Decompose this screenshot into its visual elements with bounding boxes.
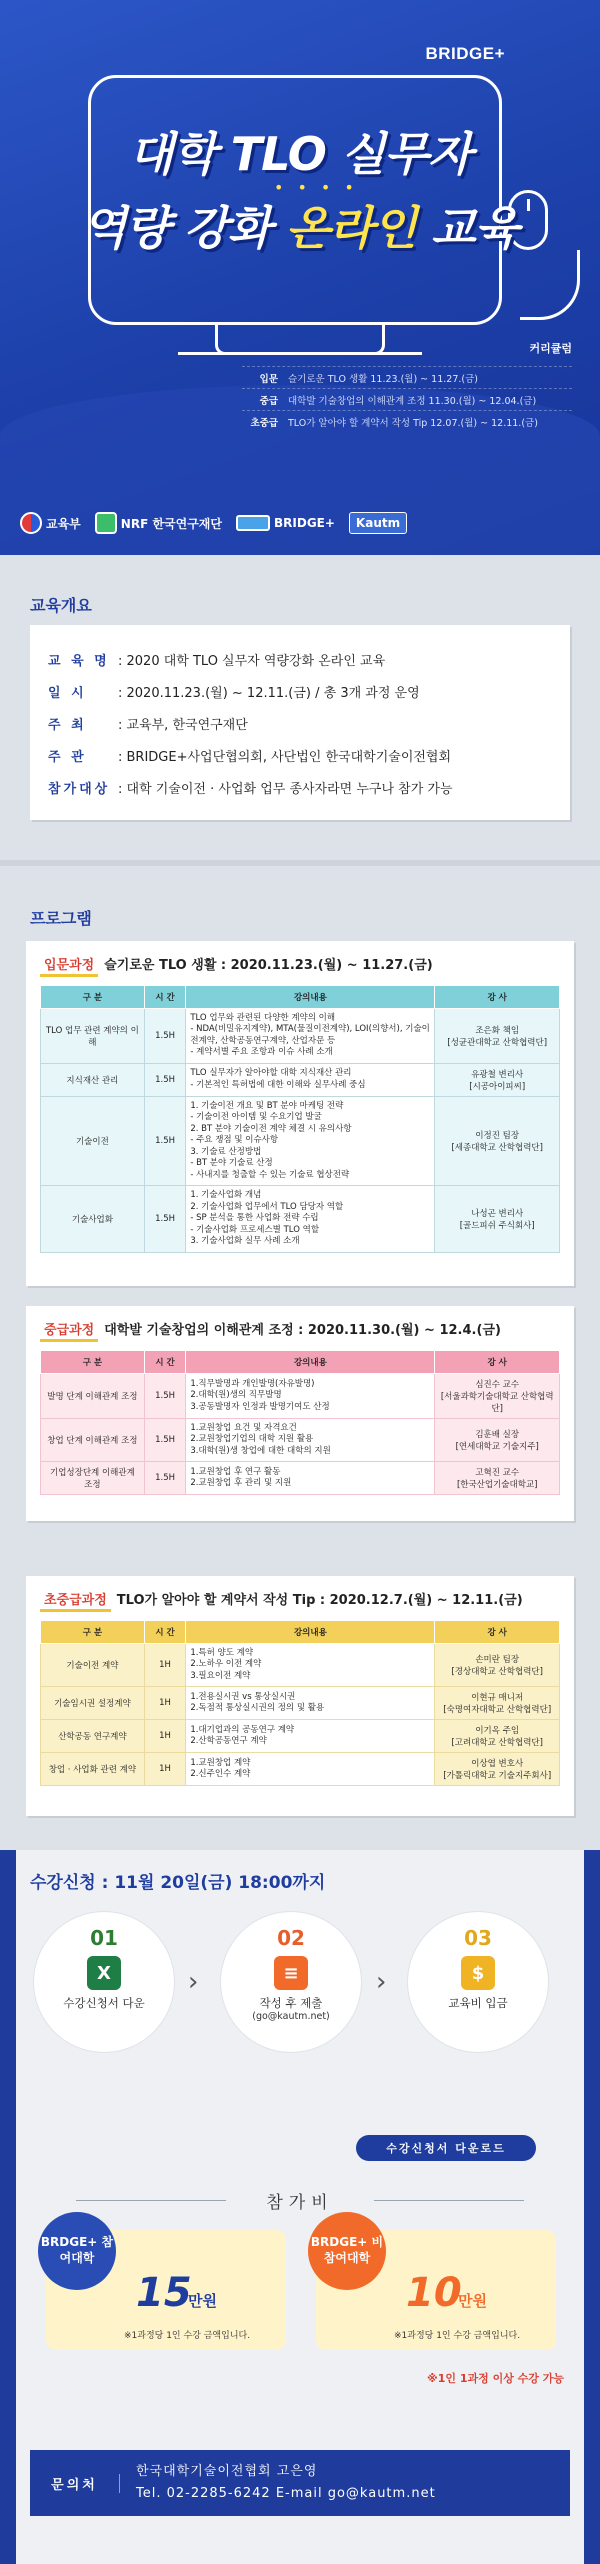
cell-category: 창업 · 사업화 관련 계약 (41, 1753, 145, 1786)
course-title (40, 1318, 560, 1342)
overview-box (30, 625, 570, 820)
content-line: 2.산학공동연구 계약 (190, 1736, 267, 1747)
step-download (34, 1912, 174, 2052)
cell-content (186, 1462, 435, 1495)
course-title (40, 1588, 560, 1612)
step-submit (221, 1912, 361, 2052)
document-icon: ≡ (274, 1956, 308, 1990)
cell-lecturer (435, 1644, 560, 1687)
lecturer-org: [연세대학교 기술지주] (455, 1442, 539, 1453)
col-header: 강의내용 (186, 986, 435, 1009)
moe-logo (20, 512, 81, 534)
chevron-right-icon: › (188, 1967, 199, 1997)
overview-key: 주 최 (48, 717, 87, 733)
overview-key: 참가대상 (48, 781, 111, 797)
cell-lecturer (435, 1063, 560, 1096)
logo-text: NRF 한국연구재단 (120, 516, 222, 531)
course-intro-box (26, 941, 574, 1286)
cell-lecturer (435, 1720, 560, 1753)
curriculum-text: TLO가 알아야 할 계약서 작성 Tip 12.07.(월) ~ 12.11.(금) (288, 417, 538, 429)
cell-time: 1.5H (144, 1009, 186, 1064)
content-line: 2.교원창업기업의 대학 지원 활용 (190, 1434, 314, 1445)
course-tag: 중급과정 (40, 1318, 98, 1342)
content-line: 3. 기술사업화 실무 사례 소개 (190, 1236, 300, 1247)
fee-amount: 10 (406, 2270, 462, 2316)
cell-category: 발명 단계 이해관계 조정 (41, 1374, 145, 1419)
course-table (40, 1350, 560, 1495)
lecturer-org: [숙명여자대학교 산학협력단] (443, 1705, 552, 1716)
course-period: 슬기로운 TLO 생활 : 2020.11.23.(월) ~ 11.27.(금) (104, 958, 433, 973)
content-line: 2.독점적 통상실시권의 정의 및 활용 (190, 1703, 325, 1714)
overview-row (48, 707, 552, 739)
content-line: 1.대기업과의 공동연구 계약 (190, 1724, 295, 1735)
table-row (41, 1644, 560, 1687)
content-line: 2. BT 분야 기술이전 계약 체결 시 유의사항 (190, 1123, 352, 1134)
bridge-emblem-icon (236, 515, 270, 531)
signup-panel (16, 1850, 584, 2564)
cell-category: 기업성장단계 이해관계 조정 (41, 1462, 145, 1495)
signup-steps (16, 1912, 584, 2052)
table-row (41, 1063, 560, 1096)
curriculum-level: 중급 (259, 395, 278, 407)
course-mid-box (26, 1306, 574, 1521)
cell-content (186, 1687, 435, 1720)
col-header: 시 간 (144, 1621, 186, 1644)
lecturer-name: 이기옥 주임 (475, 1726, 520, 1737)
cell-content (186, 1374, 435, 1419)
cell-lecturer (435, 1753, 560, 1786)
cell-category: 기술임시권 설정계약 (41, 1687, 145, 1720)
curriculum-heading: 커리큘럼 (529, 342, 572, 355)
cell-category: 산학공동 연구계약 (41, 1720, 145, 1753)
signup-deadline: 수강신청 : 11월 20일(금) 18:00까지 (30, 1873, 326, 1893)
content-line: 1.전용실시권 vs 통상실시권 (190, 1691, 296, 1702)
signup-section (0, 1850, 600, 2564)
overview-key: 일 시 (48, 685, 87, 701)
table-row (41, 1720, 560, 1753)
overview-key: 교 육 명 (48, 653, 110, 669)
table-row (41, 1753, 560, 1786)
course-period: 대학발 기술창업의 이해관계 조정 : 2020.11.30.(월) ~ 12.4.(금) (104, 1323, 501, 1338)
lecturer-org: [경상대학교 산학협력단] (451, 1667, 543, 1678)
cell-time: 1.5H (144, 1374, 186, 1419)
col-header: 구 분 (41, 1351, 145, 1374)
content-line: 3.대학(원)생 창업에 대한 대학의 지원 (190, 1445, 331, 1456)
nrf-emblem-icon (95, 512, 117, 534)
contact-info (120, 2461, 436, 2505)
col-header: 강의내용 (186, 1351, 435, 1374)
cell-time: 1H (144, 1644, 186, 1687)
curriculum-row (242, 366, 572, 388)
col-header: 강 사 (435, 1621, 560, 1644)
lecturer-org: [골드피쉬 주식회사] (459, 1220, 535, 1231)
lecturer-org: [세종대학교 산학협력단] (451, 1143, 543, 1154)
lecturer-name: 김훈배 실장 (475, 1430, 520, 1441)
hero-banner (0, 0, 600, 555)
content-line: TLO 업무와 관련된 다양한 계약의 이해 (190, 1013, 336, 1023)
lecturer-name: 이상엽 변호사 (471, 1759, 524, 1770)
cell-category: 기술사업화 (41, 1186, 145, 1252)
lecturer-name: 조은화 책임 (475, 1025, 520, 1036)
step-email: (go@kautm.net) (252, 2010, 330, 2022)
step-label: 작성 후 제출 (259, 1996, 323, 2010)
cell-lecturer (435, 1687, 560, 1720)
content-line: 1.교원창업 후 연구 활동 (190, 1466, 281, 1477)
content-line: - 사내지를 청출할 수 있는 기술료 협상전략 (190, 1169, 350, 1180)
table-row (41, 1419, 560, 1462)
overview-value: : 2020.11.23.(월) ~ 12.11.(금) / 총 3개 과정 운영 (118, 685, 420, 701)
fee-unit: 만원 (458, 2292, 487, 2310)
lecturer-name: 이정진 팀장 (475, 1131, 520, 1142)
chevron-right-icon: › (376, 1967, 387, 1997)
curriculum-text: 슬기로운 TLO 생활 11.23.(월) ~ 11.27.(금) (288, 373, 478, 385)
curriculum-level: 초중급 (250, 417, 278, 429)
content-line: 1.교원창업 요건 및 자격요건 (190, 1423, 297, 1433)
cell-lecturer (435, 1186, 560, 1252)
cell-lecturer (435, 1009, 560, 1064)
content-line: 1. 기술사업화 개념 (190, 1190, 262, 1201)
lecturer-org: [한국산업기술대학교] (456, 1480, 538, 1491)
divider (374, 2200, 524, 2201)
cell-lecturer (435, 1096, 560, 1185)
content-line: 2.노하우 이전 계약 (190, 1659, 262, 1670)
cell-time: 1.5H (144, 1063, 186, 1096)
content-line: - 기술이전 아이템 및 수요기업 발굴 (190, 1112, 322, 1123)
cell-category: 창업 단계 이해관계 조정 (41, 1419, 145, 1462)
cell-time: 1.5H (144, 1419, 186, 1462)
lecturer-name: 나성곤 변리사 (471, 1208, 524, 1219)
fee-ticket-nonparticipant (310, 2230, 556, 2350)
step-number: 03 (464, 1926, 492, 1950)
course-title (40, 953, 560, 977)
lecturer-name: 이현규 매니저 (471, 1693, 524, 1704)
fee-badge: BRDGE+ 참여대학 (38, 2212, 116, 2290)
cell-category: 지식재산 관리 (41, 1063, 145, 1096)
cell-category: 기술이전 (41, 1096, 145, 1185)
lecturer-org: [성균관대학교 산학협력단] (447, 1037, 548, 1048)
brand-label: BRIDGE+ (425, 44, 505, 63)
overview-key: 주 관 (48, 749, 87, 765)
overview-value: : 대학 기술이전 · 사업화 업무 종사자라면 누구나 참가 가능 (118, 781, 453, 797)
content-line: - NDA(비밀유지계약), MTA(물질이전계약), LOI(의향서), 기술이전계약, 산학공동연구계약, 산업자문 등 (190, 1024, 430, 1046)
cell-time: 1.5H (144, 1186, 186, 1252)
course-tag: 입문과정 (40, 953, 98, 977)
fee-condition: ※1인 1과정 이상 수강 가능 (427, 2372, 564, 2385)
cell-time: 1H (144, 1720, 186, 1753)
curriculum-row (242, 410, 572, 432)
content-line: 2.대학(원)생의 직무발명 (190, 1390, 282, 1401)
content-line: 1.직무발명과 개인발명(자유발명) (190, 1378, 315, 1389)
content-line: 1.특허 양도 계약 (190, 1648, 254, 1658)
content-line: - SP 분석을 통한 사업화 전략 수립 (190, 1213, 319, 1224)
curriculum-text: 대학발 기술창업의 이해관계 조정 11.30.(월) ~ 12.04.(금) (288, 395, 537, 407)
title-part: 교육 (416, 201, 518, 255)
cell-lecturer (435, 1374, 560, 1419)
lecturer-name: 유광철 변리사 (471, 1069, 524, 1080)
col-header: 시 간 (144, 986, 186, 1009)
course-table (40, 1620, 560, 1786)
overview-row (48, 771, 552, 803)
fee-heading: 참가비 (266, 2193, 334, 2213)
content-line: 2. 기술사업화 업무에서 TLO 담당자 역할 (190, 1201, 344, 1212)
course-period: TLO가 알아야 할 계약서 작성 Tip : 2020.12.7.(월) ~ 12.11.(금) (116, 1593, 523, 1608)
program-heading: 프로그램 (30, 909, 92, 928)
moe-emblem-icon (20, 512, 42, 534)
content-line: - 계약서별 주요 조항과 이슈 사례 소개 (190, 1047, 333, 1058)
lecturer-name: 고혁진 교수 (475, 1468, 520, 1479)
table-row (41, 1009, 560, 1064)
cell-time: 1H (144, 1753, 186, 1786)
fee-unit: 만원 (188, 2292, 217, 2310)
lecturer-org: [서울과학기술대학교 산학협력단] (440, 1392, 554, 1414)
cell-content (186, 1096, 435, 1185)
kautm-logo: Kautm (349, 512, 407, 534)
table-row (41, 1462, 560, 1495)
col-header: 강의내용 (186, 1621, 435, 1644)
content-line: 1.교원창업 계약 (190, 1757, 251, 1768)
content-line: - BT 분야 기술료 산정 (190, 1158, 273, 1169)
step-label: 교육비 입금 (448, 1996, 508, 2010)
cell-time: 1.5H (144, 1462, 186, 1495)
curriculum-row (242, 388, 572, 410)
col-header: 구 분 (41, 1621, 145, 1644)
content-line: 2.교원창업 후 관리 및 지원 (190, 1478, 292, 1489)
sponsor-logos (20, 512, 407, 534)
lecturer-name: 손미란 팀장 (475, 1655, 520, 1666)
fee-ticket-participant (40, 2230, 286, 2350)
content-line: TLO 실무자가 알아야할 대학 지식재산 관리 (190, 1068, 352, 1079)
overview-value: : 2020 대학 TLO 실무자 역량강화 온라인 교육 (118, 653, 386, 669)
lecturer-org: [시공아이피씨] (469, 1081, 526, 1092)
cell-time: 1.5H (144, 1096, 186, 1185)
contact-org: 한국대학기술이전협회 고은영 (136, 2463, 318, 2479)
contact-box (30, 2450, 570, 2516)
bridge-logo (236, 515, 335, 531)
program-section (0, 860, 600, 1850)
content-line: - 주요 쟁점 및 이슈사항 (190, 1135, 279, 1146)
course-tag: 초중급과정 (40, 1588, 111, 1612)
cell-time: 1H (144, 1687, 186, 1720)
lecturer-org: [고려대학교 산학협력단] (451, 1738, 543, 1749)
fee-note: ※1과정당 1인 수강 금액입니다. (124, 2331, 251, 2341)
hero-title-line1: 대학 TLO 실무자 (128, 127, 472, 181)
content-line: 2.신주인수 계약 (190, 1769, 251, 1780)
contact-tel-email: Tel. 02-2285-6242 E-mail go@kautm.net (136, 2486, 436, 2501)
content-line: 3.공동발명자 인정과 발명기여도 산정 (190, 1401, 330, 1412)
logo-text: 교육부 (46, 516, 81, 531)
content-line: 3. 기술료 산정방법 (190, 1146, 262, 1157)
col-header: 강 사 (435, 1351, 560, 1374)
course-adv-box (26, 1576, 574, 1816)
download-form-button[interactable]: 수강신청서 다운로드 (356, 2135, 536, 2161)
lecturer-name: 심진수 교수 (475, 1380, 520, 1390)
cell-content (186, 1186, 435, 1252)
lecturer-org: [가톨릭대학교 기술지주회사] (443, 1771, 552, 1782)
excel-icon: X (87, 1956, 121, 1990)
cell-content (186, 1720, 435, 1753)
step-label: 수강신청서 다운 (63, 1996, 145, 2010)
overview-row (48, 675, 552, 707)
cell-lecturer (435, 1462, 560, 1495)
fee-badge: BRDGE+ 비참여대학 (308, 2212, 386, 2290)
cell-content (186, 1009, 435, 1064)
col-header: 구 분 (41, 986, 145, 1009)
step-payment (408, 1912, 548, 2052)
cell-content (186, 1644, 435, 1687)
overview-value: : BRIDGE+사업단협의회, 사단법인 한국대학기술이전협회 (118, 749, 452, 765)
hero-title-line2 (0, 192, 600, 258)
content-line: 3.필요이전 계약 (190, 1670, 251, 1681)
cell-category: 기술이전 계약 (41, 1644, 145, 1687)
step-number: 02 (277, 1926, 305, 1950)
cell-category: TLO 업무 관련 계약의 이해 (41, 1009, 145, 1064)
mouse-cord (520, 250, 580, 320)
fee-note: ※1과정당 1인 수강 금액입니다. (394, 2331, 521, 2341)
cell-lecturer (435, 1419, 560, 1462)
overview-heading: 교육개요 (30, 596, 92, 615)
content-line: 1. 기술이전 개요 및 BT 분야 마케팅 전략 (190, 1100, 344, 1111)
dollar-icon: $ (461, 1956, 495, 1990)
cell-content (186, 1753, 435, 1786)
content-line: - 기본적인 특허법에 대한 이해와 실무사례 중심 (190, 1079, 366, 1090)
col-header: 시 간 (144, 1351, 186, 1374)
table-row (41, 1687, 560, 1720)
col-header: 강 사 (435, 986, 560, 1009)
step-number: 01 (90, 1926, 118, 1950)
table-row (41, 1096, 560, 1185)
table-row (41, 1186, 560, 1252)
table-row (41, 1374, 560, 1419)
course-table (40, 985, 560, 1253)
curriculum (242, 340, 572, 432)
fee-amount: 15 (136, 2270, 192, 2316)
cell-content (186, 1063, 435, 1096)
overview-row (48, 643, 552, 675)
content-line: - 기술사업화 프로세스별 TLO 역할 (190, 1224, 320, 1235)
overview-value: : 교육부, 한국연구재단 (118, 717, 248, 733)
logo-text: BRIDGE+ (274, 516, 335, 530)
curriculum-level: 입문 (259, 373, 278, 385)
title-part: 역량 강화 (82, 201, 286, 255)
nrf-logo (95, 512, 222, 534)
overview-section (0, 555, 600, 860)
contact-label: 문의처 (30, 2474, 120, 2493)
title-dots: •••• (274, 178, 368, 197)
cell-content (186, 1419, 435, 1462)
overview-row (48, 739, 552, 771)
title-highlight: 온라인 (285, 201, 417, 255)
